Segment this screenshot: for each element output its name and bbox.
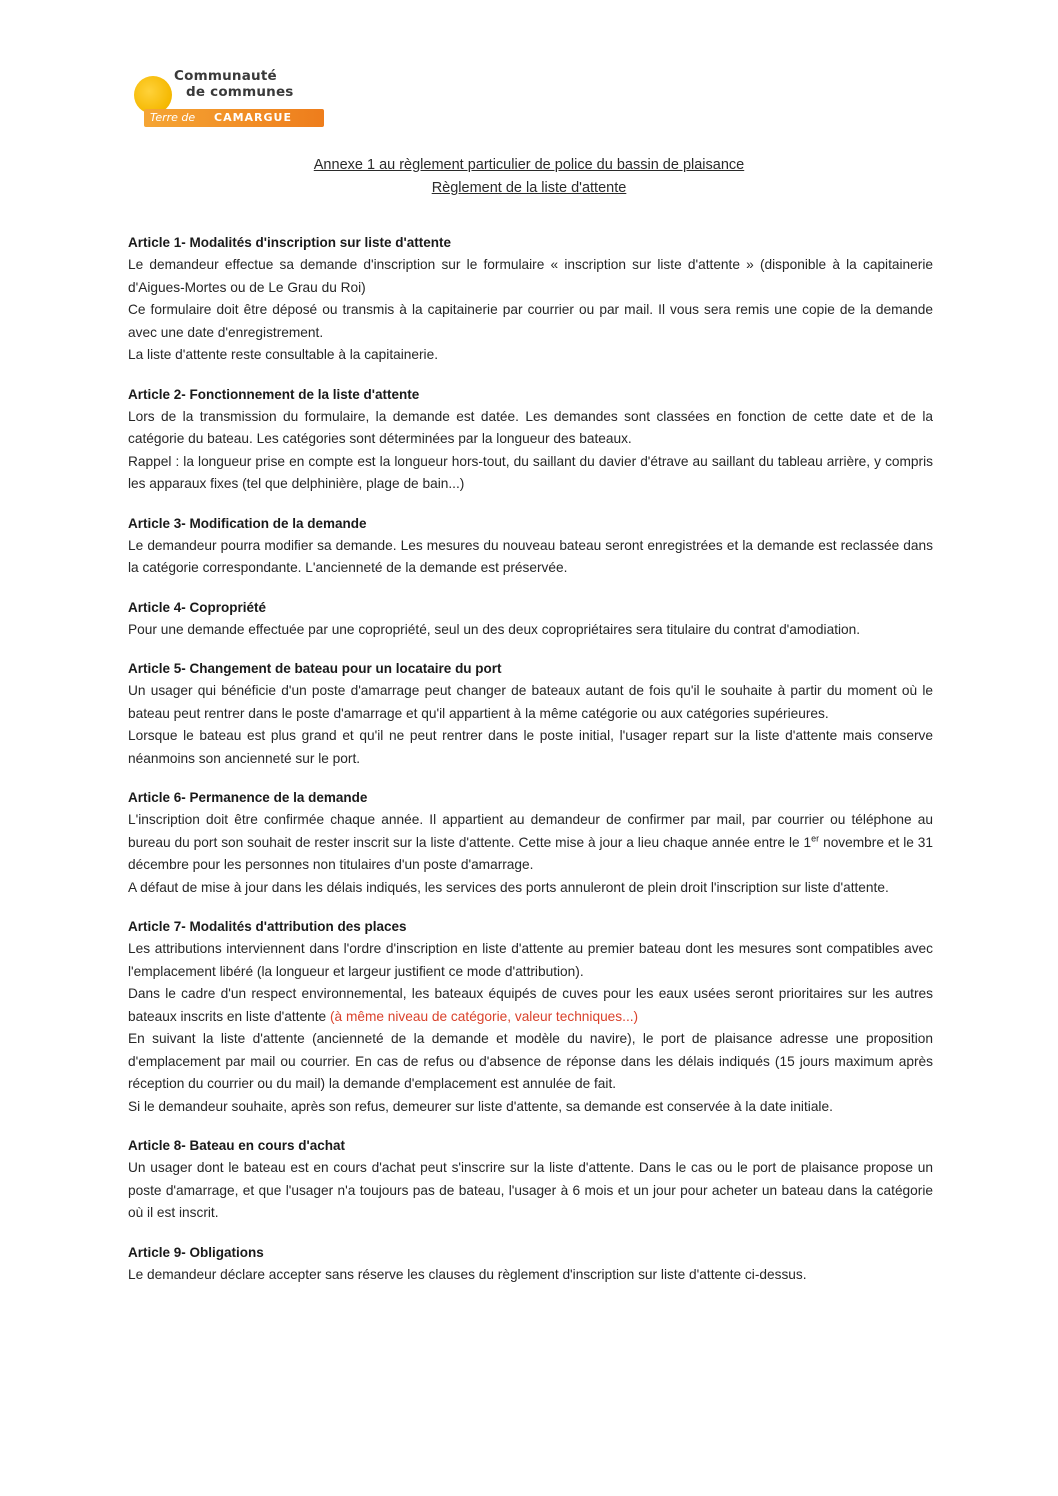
text-run: Dans le cadre d'un respect environnemental, les bateaux équipés de cuves pour les eaux usées seront prioritaires sur les autres bateaux inscrits en liste d'attente (128, 986, 933, 1024)
ordinal-superscript: er (811, 832, 820, 843)
article-heading: Article 3- Modification de la demande (128, 515, 367, 531)
article-heading: Article 2- Fonctionnement de la liste d'attente (128, 386, 420, 402)
article-heading: Article 1- Modalités d'inscription sur liste d'attente (128, 235, 451, 250)
article-heading: Article 4- Copropriété (128, 599, 267, 615)
logo-band-prefix: Terre de (150, 111, 196, 124)
article-paragraph: Si le demandeur souhaite, après son refus, demeurer sur liste d'attente, sa demande est conservée à la date initiale. (128, 1098, 833, 1114)
document-title: Annexe 1 au règlement particulier de police du bassin de plaisance (313, 157, 745, 173)
article-1 (128, 232, 933, 367)
text-run: L'inscription doit être confirmée chaque année. Il appartient au demandeur de confirmer par mail, par courrier ou téléphone au bureau du port son souhait de rester inscrit sur la liste d'attente. Cette mise à jour a lieu chaque année entre le 1 (128, 812, 933, 850)
article-paragraph: Lors de la transmission du formulaire, la demande est datée. Les demandes sont classées en fonction de cette date et de la catégorie du bateau. Les catégories sont déterminées par la longueur des bateaux. (128, 408, 933, 446)
article-paragraph (128, 809, 933, 877)
article-paragraph: Le demandeur effectue sa demande d'inscription sur le formulaire « inscription sur liste d'attente » (disponible à la capitainerie d'Aigues-Mortes ou de Le Grau du Roi) (128, 257, 933, 295)
document-subtitle: Règlement de la liste d'attente (431, 180, 627, 196)
article-paragraph: Rappel : la longueur prise en compte est la longueur hors-tout, du saillant du davier d'étrave au saillant du tableau arrière, y compris les apparaux fixes (tel que delphinière, plage de bain...) (128, 453, 933, 491)
article-9 (128, 1242, 933, 1287)
logo-band-name: CAMARGUE (214, 111, 292, 124)
article-heading: Article 6- Permanence de la demande (128, 790, 368, 805)
article-3 (128, 513, 933, 580)
article-7 (128, 916, 933, 1118)
article-paragraph: La liste d'attente reste consultable à la capitainerie. (128, 347, 439, 362)
article-paragraph: Les attributions interviennent dans l'ordre d'inscription en liste d'attente au premier bateau dont les mesures sont compatibles avec l'emplacement libéré (la longueur et largeur justifient ce mode d'attribution). (128, 941, 933, 979)
article-paragraph: En suivant la liste d'attente (ancienneté de la demande et modèle du navire), le port de plaisance adresse une proposition d'emplacement par mail ou courrier. En cas de refus ou d'absence de réponse dans les délais indiqués (15 jours maximum après réception du courrier ou du mail) la demande d'emplacement est annulée de fait. (128, 1031, 933, 1091)
article-4 (128, 597, 933, 642)
red-note: (à même niveau de catégorie, valeur techniques...) (329, 1008, 639, 1024)
article-paragraph: Ce formulaire doit être déposé ou transmis à la capitainerie par courrier ou par mail. Il vous sera remis une copie de la demande avec une date d'enregistrement. (128, 302, 933, 340)
article-heading: Article 7- Modalités d'attribution des places (128, 919, 407, 934)
article-heading: Article 5- Changement de bateau pour un locataire du port (128, 661, 502, 676)
article-paragraph: Un usager qui bénéficie d'un poste d'amarrage peut changer de bateaux autant de fois qu'il le souhaite à partir du moment où le bateau peut rentrer dans le poste d'amarrage et qu'il appartient à la même catégorie ou aux catégories supérieures. (128, 683, 933, 721)
article-paragraph: A défaut de mise à jour dans les délais indiqués, les services des ports annuleront de plein droit l'inscription sur liste d'attente. (128, 879, 889, 895)
article-2 (128, 384, 933, 496)
article-heading: Article 9- Obligations (128, 1244, 264, 1260)
article-paragraph: Pour une demande effectuée par une copropriété, seul un des deux copropriétaires sera titulaire du contrat d'amodiation. (128, 621, 861, 637)
logo-line-2: de communes (186, 84, 294, 100)
logo-line-1: Communauté (174, 68, 277, 84)
text-run: novembre et le 31 décembre pour les personnes non titulaires d'un poste d'amarrage. (128, 834, 933, 872)
article-heading: Article 8- Bateau en cours d'achat (128, 1138, 346, 1153)
articles-body (128, 232, 933, 1303)
communaute-logo (134, 68, 324, 132)
logo-band (144, 109, 324, 127)
article-6 (128, 787, 933, 899)
article-paragraph: Le demandeur déclare accepter sans réserve les clauses du règlement d'inscription sur liste d'attente ci-dessus. (128, 1266, 807, 1282)
article-paragraph: Lorsque le bateau est plus grand et qu'il ne peut rentrer dans le poste initial, l'usager repart sur la liste d'attente mais conserve néanmoins son ancienneté sur le port. (128, 728, 933, 766)
article-paragraph: Le demandeur pourra modifier sa demande. Les mesures du nouveau bateau seront enregistrées et la demande est reclassée dans la catégorie correspondante. L'ancienneté de la demande est préservée. (128, 537, 933, 575)
article-paragraph (128, 983, 933, 1028)
article-paragraph: Un usager dont le bateau est en cours d'achat peut s'inscrire sur la liste d'attente. Dans le cas ou le port de plaisance propose un poste d'amarrage, et que l'usager n'a toujours pas de bateau, l'usager à 6 mois et un jour pour acheter un bateau dans la catégorie où il est inscrit. (128, 1160, 933, 1220)
article-8 (128, 1135, 933, 1225)
article-5 (128, 658, 933, 770)
